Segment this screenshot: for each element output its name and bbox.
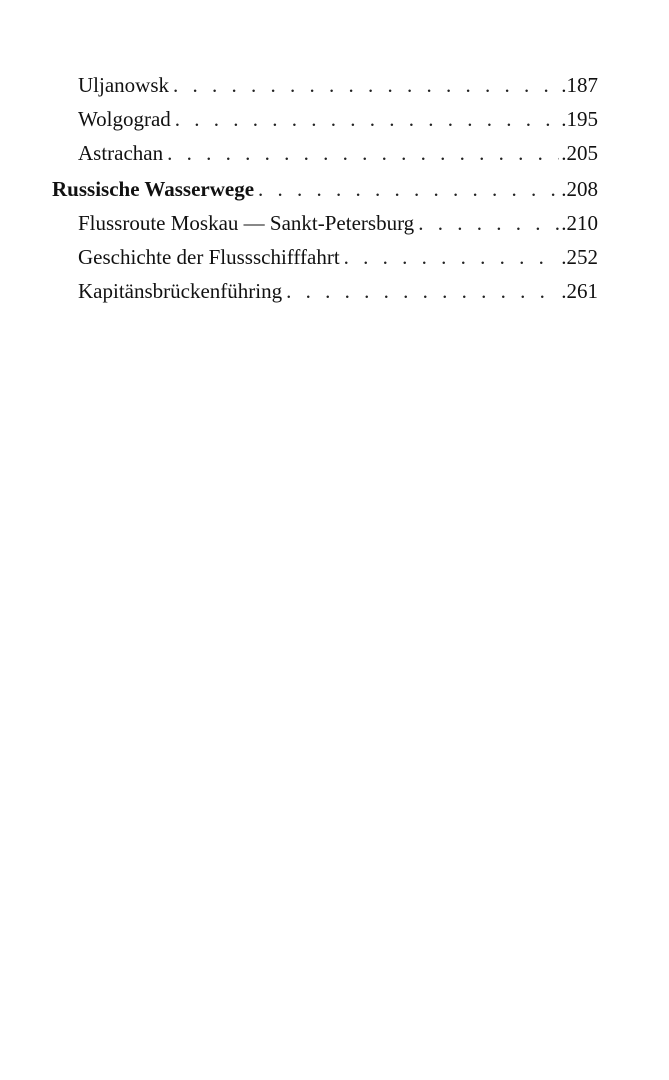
toc-entry-title: Kapitänsbrückenführing (78, 274, 286, 308)
dot-leader (258, 172, 559, 206)
dot-leader (167, 136, 559, 170)
toc-entry-kapitaensbrueckenfuehring[interactable] (52, 274, 598, 308)
toc-entry-page: .195 (561, 107, 598, 131)
dot-leader (286, 274, 559, 308)
toc-entry-title: Astrachan (78, 136, 167, 170)
toc-entry-title: Wolgograd (78, 102, 175, 136)
toc-section-title: Russische Wasserwege (52, 172, 258, 206)
toc-entry-page: .261 (561, 279, 598, 303)
dot-leader (418, 206, 559, 240)
table-of-contents (52, 68, 598, 308)
toc-entry-page: .210 (561, 211, 598, 235)
dot-leader (173, 68, 559, 102)
dot-leader (344, 240, 560, 274)
toc-entry-wolgograd[interactable] (52, 102, 598, 136)
toc-entry-title: Geschichte der Flussschifffahrt (78, 240, 344, 274)
toc-entry-title: Uljanowsk (78, 68, 173, 102)
toc-entry-title: Flussroute Moskau — Sankt-Petersburg (78, 206, 418, 240)
toc-entry-uljanowsk[interactable] (52, 68, 598, 102)
toc-entry-page: .252 (561, 245, 598, 269)
toc-entry-page: .187 (561, 73, 598, 97)
toc-entry-page: .208 (561, 177, 598, 201)
dot-leader (175, 102, 559, 136)
toc-entry-astrachan[interactable] (52, 136, 598, 170)
toc-entry-flussroute[interactable] (52, 206, 598, 240)
toc-section-russische-wasserwege[interactable] (52, 172, 598, 206)
toc-entry-geschichte[interactable] (52, 240, 598, 274)
toc-entry-page: .205 (561, 141, 598, 165)
